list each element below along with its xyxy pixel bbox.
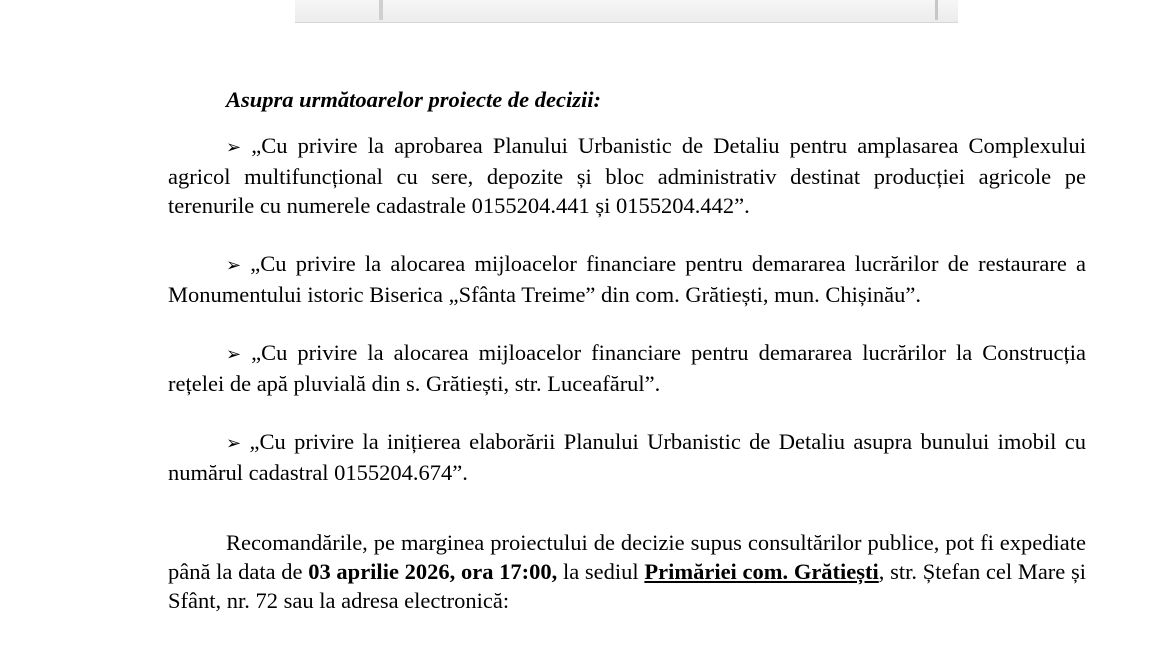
photo-frame-right-edge <box>935 0 938 20</box>
project-item-3 <box>168 338 1086 398</box>
header-photo-strip <box>295 0 958 23</box>
project-item-2 <box>168 249 1086 309</box>
institution-name: Primăriei com. Grătiești <box>644 559 879 584</box>
arrow-bullet-icon: ➢ <box>226 344 242 365</box>
project-item-text: „Cu privire la aprobarea Planului Urbanistic de Detaliu pentru amplasarea Complexului agricol multifuncțional cu sere, depozite și bloc administrativ destinat producției agricole pe terenurile cu numerele cadastrale 0155204.441 și 0155204.442”. <box>168 133 1087 218</box>
project-item-text: „Cu privire la alocarea mijloacelor financiare pentru demararea lucrărilor de restaurare a Monumentului istoric Biserica „Sfânta Treime” din com. Grătiești, mun. Chișinău”. <box>168 251 1086 307</box>
section-heading: Asupra următoarelor proiecte de decizii: <box>226 87 601 112</box>
project-item-text: „Cu privire la alocarea mijloacelor financiare pentru demararea lucrărilor la Construcția rețelei de apă pluvială din s. Grătiești, str. Luceafărul”. <box>168 340 1086 396</box>
deadline-date: 03 aprilie 2026, ora 17:00, <box>308 559 558 584</box>
project-item-1 <box>168 131 1086 220</box>
closing-text-2: la sediul <box>557 559 645 584</box>
project-item-4 <box>168 427 1086 487</box>
arrow-bullet-icon: ➢ <box>226 433 242 454</box>
document-body <box>168 85 1086 615</box>
recommendations-paragraph <box>168 528 1086 615</box>
closing-text-1: Recomandările, pe marginea proiectului de decizie supus consultărilor publice, pot fi expediate până la data de <box>168 530 1086 584</box>
closing-text-3: , str. Ștefan cel Mare și Sfânt, nr. 72 sau la adresa electronică: <box>168 559 1086 613</box>
photo-frame-left-edge <box>379 0 383 20</box>
project-item-text: „Cu privire la inițierea elaborării Planului Urbanistic de Detaliu asupra bunului imobil cu numărul cadastral 0155204.674”. <box>168 429 1086 485</box>
arrow-bullet-icon: ➢ <box>226 137 242 158</box>
arrow-bullet-icon: ➢ <box>226 255 242 276</box>
